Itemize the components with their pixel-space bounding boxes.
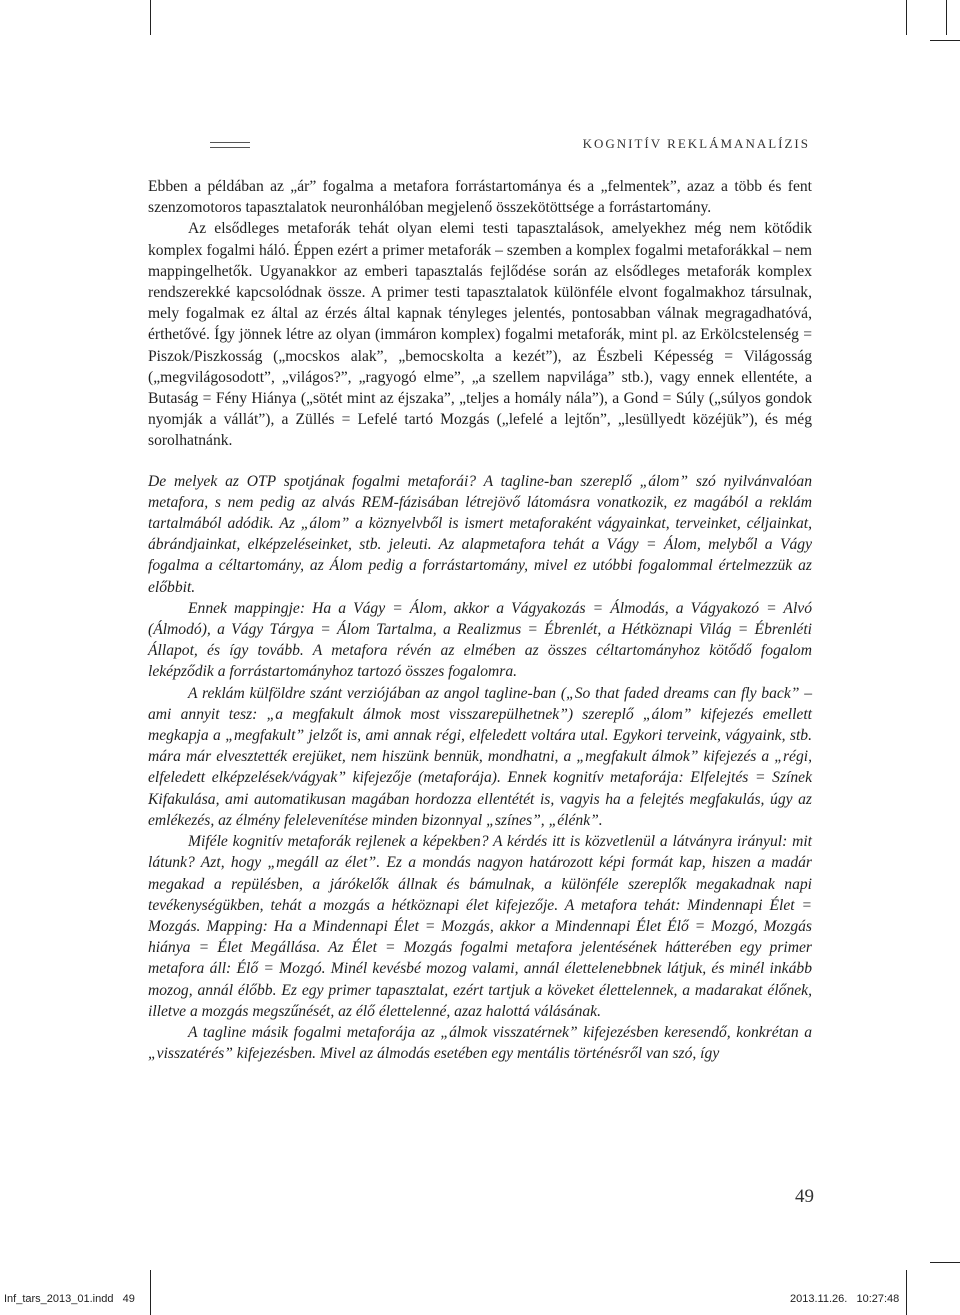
crop-mark-right-upper <box>930 40 960 41</box>
page-number: 49 <box>795 1186 814 1207</box>
paragraph-7: A tagline másik fogalmi metaforája az „álmok visszatérnek” kifejezésben keresendő, konkrétan a „visszatérés” kifejezésben. Mivel az álmodás esetében egy mentális történésről van szó, így <box>148 1023 812 1063</box>
crop-mark-bottom-right <box>906 1270 907 1315</box>
body-text <box>148 176 812 1064</box>
paragraph-2: Az elsődleges metaforák tehát olyan elemi testi tapasztalások, amelyekhez még nem kötődik komplex fogalmi háló. Éppen ezért a primer metaforák – szemben a komplex fogalmi metaforákkal – nem mappingelhetők. Ugyanakkor az emberi tapasztalás fejlődése során az elsődleges metaforák komplex rendszerekké kapcsolódnak össze. A primer testi tapasztalatok különféle elvont fogalmakhoz társulnak, mely fogalmak ez által az érzés által kapnak tényleges jelentés, pontosabban válnak megragadhatóvá, érthetővé. Így jönnek létre az olyan (immáron komplex) fogalmi metaforák, mint pl. az Erkölcstelenség = Piszok/Piszkosság („mocskos alak”, „bemocskolta a kezét”), az Észbeli Képesség = Világosság („megvilágosodott”, „világos?”, „ragyogó elme”, „a szellem napvilága” stb.), vagy ennek ellentéte, a Butaság = Fény Hiánya („sötét mint az éjszaka”, „teljes a homály nála”), a Gond = Súly („súlyos gondok nyomják a vállát”), a Züllés = Lefelé tartó Mozgás („lefelé a lejtőn”, „lesüllyedt közéjük”), és még sorolhatnánk. <box>148 220 812 450</box>
crop-mark-right-lower <box>930 1262 960 1263</box>
header-rule <box>210 142 250 148</box>
paragraph-1: Ebben a példában az „ár” fogalma a metafora forrástartománya és a „felmentek”, azaz a több és fent szenzomotoros tapasztalatok neuronhálóban megjelenő összekötöttsége a forrástartomány. <box>148 178 812 217</box>
slug-timestamp: 2013.11.26. 10:27:48 <box>790 1293 900 1305</box>
paragraph-5: A reklám külföldre szánt verziójában az angol tagline-ban („So that faded dreams can fly back” – ami annyit tesz: „a megfakult álmok most visszarepülhetnek”) szereplő „álom” kifejezés emellett megkapja a „megfakult” jelzőt is, ami annak régi, elfeledett voltára utal. Egykori terveink, vágyaink, stb. mára már elvesztették erejüket, nem hiszünk bennük, mondhatni, a „megfakult álmok” kifejezés a „régi, elfeledett elképzelések/vágyak” kifejezője (metaforája). Ennek kognitív metaforája: Elfelejtés = Színek Kifakulása, ami automatikusan magában hordozza ellentétét is, vagyis ha a felejtés megfakulás, úgy az emlékezés, az élmény felelevenítése minden bizonnyal „színes”, „élénk”. <box>148 684 812 829</box>
paragraph-4: Ennek mappingje: Ha a Vágy = Álom, akkor a Vágyakozás = Álmodás, a Vágyakozó = Alvó (Álmodó), a Vágy Tárgya = Álom Tartalma, a Realizmus = Ébrenlét, a Hétköznapi Világ = Ébrenléti Állapot, és így tovább. A metafora révén az elmében az összes céltartományhoz kötődő fogalom leképződik a forrástartományhoz tartozó összes fogalomra. <box>148 599 812 681</box>
crop-mark-top-left <box>150 0 151 35</box>
crop-mark-bottom-left <box>150 1270 151 1315</box>
crop-mark-top-right <box>906 0 907 35</box>
crop-mark-top-right-outer <box>946 0 947 35</box>
running-title: KOGNITÍV REKLÁMANALÍZIS <box>582 136 810 151</box>
slug-filename: Inf_tars_2013_01.indd 49 <box>4 1293 135 1305</box>
paragraph-3: De melyek az OTP spotjának fogalmi metaforái? A tagline-ban szereplő „álom” szó nyilvánvalóan metafora, s nem pedig az alvás REM-fázisában létrejövő látomásra vonatkozik, ez magából a reklám tartalmából adódik. Az „álom” a köznyelvből is ismert metaforaként vágyainkat, terveinket, céljainkat, ábrándjainkat, elképzeléseinket, stb. jeleuti. Az alapmetafora tehát a Vágy = Álom, melyből a Vágy fogalma a céltartomány, az Álom pedig a forrástartomány, mivel ez utóbbi fogalommal értelmezzük az előbbit. <box>148 472 812 596</box>
paragraph-6: Miféle kognitív metaforák rejlenek a képekben? A kérdés itt is közvetlenül a látványra irányul: mit látunk? Azt, hogy „megáll az élet”. Ez a mondás nagyon határozott képi formát kap, hiszen a madár megakad a repülésben, a járókelők állnak és bámulnak, a különféle szereplők megakadnak napi tevékenységükben, tehát a mozgás a hétköznapi élet kifejezője. A metafora tehát: Mindennapi Élet = Mozgás. Mapping: Ha a Mindennapi Élet = Mozgás, akkor a Mindennapi Élet Élő = Mozgó, Mozgás hiánya = Élet Megállása. Az Élet = Mozgás fogalmi metafora jelentésének hátterében egy primer metafora áll: Élő = Mozgó. Minél kevésbé mozog valami, annál élettelenebbnek látjuk, és minél inkább mozog, annál élőbb. Ez egy primer tapasztalat, ezért tartjuk a köveket élettelennek, a madarakat élőnek, illetve a mozgás megszűnését, az élő élettelenné, azaz halottá válásának. <box>148 833 812 1020</box>
